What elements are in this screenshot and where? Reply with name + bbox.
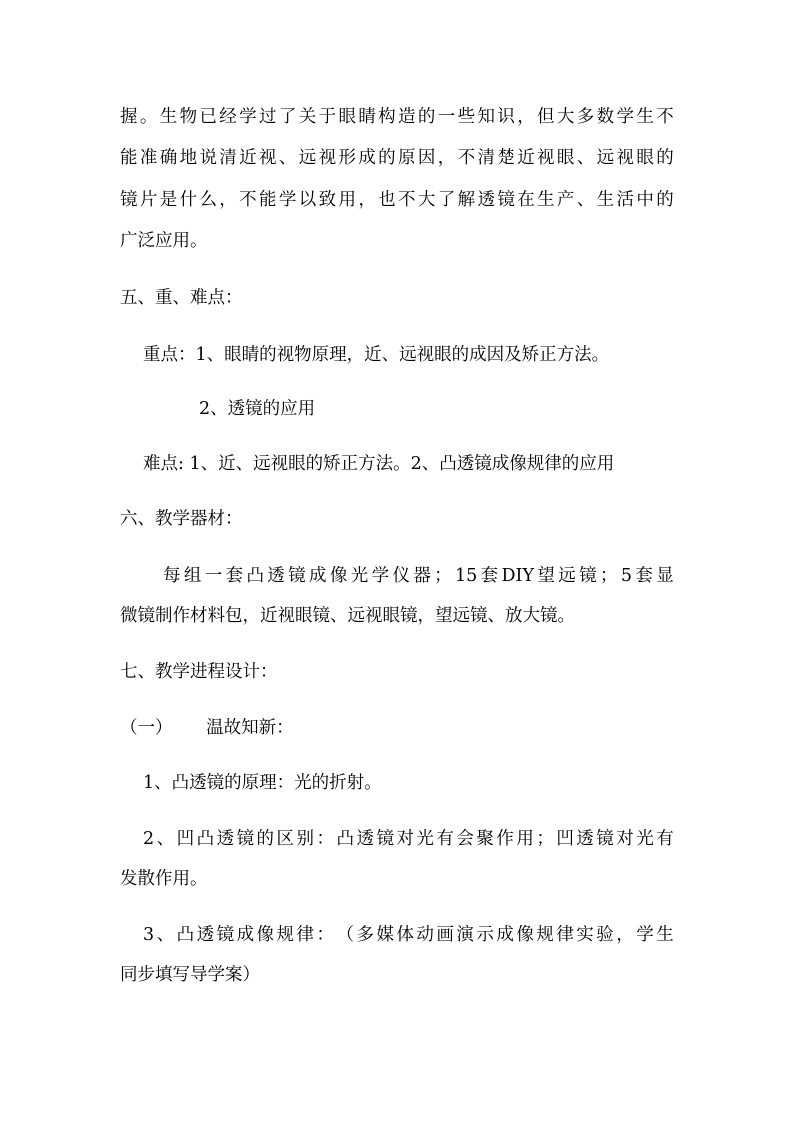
text-glyph: 透 (267, 566, 285, 586)
text-glyph: 生 (596, 190, 615, 210)
text-glyph: 镜 (579, 566, 597, 586)
text-glyph: 的 (256, 829, 275, 849)
text-glyph: 中 (636, 190, 654, 210)
text-glyph: 原 (398, 148, 416, 168)
text-glyph: 什 (179, 190, 198, 210)
text-glyph: ， (358, 190, 376, 210)
text-glyph: 学 (371, 566, 390, 586)
text-glyph: 15 (455, 566, 478, 586)
text-glyph: 规 (276, 925, 295, 945)
review-item-3-line-2: 同步填写导学案） (120, 965, 260, 985)
text-glyph: 成 (309, 566, 327, 586)
text-glyph: 凸 (196, 829, 215, 849)
materials-line-2: 微镜制作材料包，近视眼镜、远视眼镜，望远镜、放大镜。 (120, 606, 575, 626)
text-glyph: 已 (199, 107, 217, 127)
text-glyph: 镜 (236, 829, 255, 849)
text-glyph: 大 (417, 190, 436, 210)
subheading-review (120, 717, 294, 739)
text-glyph: 体 (396, 925, 414, 945)
text-glyph: 产 (556, 190, 575, 210)
text-glyph: 器 (413, 566, 431, 586)
text-glyph: 片 (139, 190, 158, 210)
intro-line-2 (120, 147, 674, 169)
text-glyph: 演 (456, 925, 474, 945)
text-glyph: 以 (298, 190, 317, 210)
text-glyph: 知 (477, 107, 495, 127)
text-glyph: 对 (616, 829, 634, 849)
text-glyph: ； (536, 829, 554, 849)
text-glyph: 了 (278, 107, 297, 127)
text-glyph: 的 (378, 148, 396, 168)
text-glyph: 不 (656, 107, 674, 127)
text-glyph: 镜 (288, 566, 306, 586)
text-glyph: 实 (576, 925, 594, 945)
section-heading-materials: 六、教学器材： (120, 509, 243, 529)
text-glyph: 会 (456, 829, 474, 849)
text-glyph: 的 (656, 148, 674, 168)
text-glyph: 学 (278, 190, 297, 210)
text-glyph: 凸 (176, 925, 195, 945)
text-glyph: 不 (239, 190, 257, 210)
text-glyph: 3 (143, 925, 155, 945)
section-heading-key-points: 五、重、难点： (120, 288, 243, 308)
text-glyph: 望 (537, 566, 555, 586)
text-glyph: 过 (259, 107, 277, 127)
text-glyph: 光 (416, 829, 434, 849)
text-glyph: 大 (556, 107, 575, 127)
text-glyph: 学 (616, 107, 634, 127)
text-glyph: 在 (517, 190, 535, 210)
text-glyph: 像 (329, 566, 348, 586)
text-glyph: 别 (296, 829, 315, 849)
text-glyph: DIY (501, 566, 535, 586)
text-glyph: 活 (616, 190, 634, 210)
text-glyph: 些 (457, 107, 476, 127)
text-glyph: 关 (298, 107, 317, 127)
text-glyph: 透 (477, 190, 495, 210)
text-glyph: 镜 (120, 190, 138, 210)
text-glyph: 有 (436, 829, 454, 849)
text-glyph: 于 (318, 107, 337, 127)
text-glyph: 解 (457, 190, 476, 210)
text-glyph: 近 (239, 148, 257, 168)
text-glyph: 经 (219, 107, 237, 127)
text-glyph: 成 (358, 148, 376, 168)
text-glyph: 镜 (376, 829, 394, 849)
text-glyph: 致 (318, 190, 337, 210)
text-glyph: 近 (517, 148, 535, 168)
key-point-2: 2、透镜的应用 (199, 399, 316, 419)
text-glyph: 视 (259, 148, 277, 168)
text-glyph: 生 (537, 190, 555, 210)
text-glyph: 清 (477, 148, 495, 168)
text-glyph: 透 (356, 829, 374, 849)
text-glyph: 聚 (476, 829, 494, 849)
text-glyph: 眼 (338, 107, 356, 127)
text-glyph: 一 (437, 107, 456, 127)
text-glyph: 律 (296, 925, 315, 945)
text-glyph: 光 (350, 566, 369, 586)
text-glyph: 用 (338, 190, 356, 210)
text-glyph: 凹 (176, 829, 195, 849)
text-glyph: 也 (378, 190, 396, 210)
text-glyph: 5 (620, 566, 632, 586)
intro-line-4: 广泛应用。 (120, 231, 208, 251)
text-glyph: 对 (396, 829, 414, 849)
text-glyph: 但 (537, 107, 555, 127)
intro-line-3 (120, 189, 674, 211)
text-glyph: ， (517, 107, 535, 127)
text-glyph: 透 (216, 829, 235, 849)
text-glyph: 。 (139, 107, 158, 127)
text-glyph: 清 (219, 148, 237, 168)
key-point-1: 重点：1、眼睛的视物原理，近、远视眼的成因及矫正方法。 (143, 345, 610, 365)
text-glyph: 成 (236, 925, 255, 945)
text-glyph: 说 (199, 148, 217, 168)
text-glyph: 不 (398, 190, 416, 210)
text-glyph: 仪 (392, 566, 410, 586)
text-glyph: ； (599, 566, 618, 586)
text-glyph: 生 (159, 107, 178, 127)
text-glyph: 地 (179, 148, 198, 168)
text-glyph: 能 (120, 148, 138, 168)
text-glyph: 形 (338, 148, 356, 168)
text-glyph: 2 (143, 829, 155, 849)
text-glyph: ， (437, 148, 456, 168)
text-glyph: 远 (298, 148, 317, 168)
text-glyph: 么 (199, 190, 217, 210)
text-glyph: 成 (496, 925, 514, 945)
section-heading-process: 七、教学进程设计： (120, 662, 278, 682)
text-glyph: 、 (156, 925, 175, 945)
text-glyph: 视 (318, 148, 337, 168)
text-glyph: 显 (656, 566, 674, 586)
text-glyph: 像 (516, 925, 534, 945)
text-glyph: 、 (576, 148, 595, 168)
text-glyph: 楚 (497, 148, 515, 168)
text-glyph: 学 (239, 107, 257, 127)
text-glyph: 、 (576, 190, 595, 210)
text-glyph: ， (219, 190, 237, 210)
text-glyph: 数 (596, 107, 615, 127)
text-glyph: 画 (436, 925, 454, 945)
text-glyph: 造 (398, 107, 416, 127)
text-glyph: 镜 (497, 190, 515, 210)
text-glyph: 的 (656, 190, 674, 210)
text-glyph: 学 (636, 925, 654, 945)
text-glyph: 多 (356, 925, 374, 945)
text-glyph: 用 (516, 829, 534, 849)
text-glyph: 像 (256, 925, 275, 945)
text-glyph: 媒 (376, 925, 394, 945)
text-glyph: 的 (417, 107, 436, 127)
text-glyph: 镜 (216, 925, 235, 945)
text-glyph: 生 (636, 107, 654, 127)
text-glyph: 组 (183, 566, 202, 586)
text-glyph: 准 (139, 148, 158, 168)
text-glyph: 凸 (336, 829, 354, 849)
text-glyph: 光 (636, 829, 654, 849)
text-glyph: 动 (416, 925, 434, 945)
text-glyph: 套 (635, 566, 653, 586)
text-glyph: 物 (179, 107, 198, 127)
text-glyph: 能 (259, 190, 277, 210)
text-glyph: 示 (476, 925, 494, 945)
text-glyph: 不 (457, 148, 476, 168)
text-glyph: 作 (496, 829, 514, 849)
text-glyph: 握 (120, 107, 138, 127)
text-glyph: 验 (596, 925, 614, 945)
text-glyph: 区 (276, 829, 295, 849)
subheading-text: 温故知新： (206, 718, 294, 738)
text-glyph: 确 (159, 148, 178, 168)
text-glyph: 每 (163, 566, 181, 586)
text-glyph: 远 (596, 148, 615, 168)
text-glyph: 因 (417, 148, 436, 168)
text-glyph: （ (336, 925, 354, 945)
text-glyph: 凸 (246, 566, 264, 586)
text-glyph: 规 (536, 925, 554, 945)
text-glyph: 眼 (556, 148, 575, 168)
text-glyph: 识 (497, 107, 515, 127)
text-glyph: 有 (656, 829, 674, 849)
text-glyph: ： (316, 925, 334, 945)
subheading-number: （一） (120, 718, 173, 738)
text-glyph: 构 (378, 107, 396, 127)
text-glyph: 套 (480, 566, 499, 586)
review-item-2-line-1 (143, 828, 674, 850)
text-glyph: 一 (204, 566, 223, 586)
text-glyph: 律 (556, 925, 574, 945)
text-glyph: 透 (196, 925, 215, 945)
text-glyph: ； (434, 566, 452, 586)
text-glyph: 视 (616, 148, 634, 168)
difficult-point: 难点: 1、近、远视眼的矫正方法。2、凸透镜成像规律的应用 (143, 454, 615, 474)
text-glyph: 远 (558, 566, 576, 586)
review-item-3-line-1 (143, 924, 674, 946)
text-glyph: 了 (437, 190, 456, 210)
text-glyph: 凹 (556, 829, 574, 849)
text-glyph: 眼 (636, 148, 654, 168)
materials-line-1 (163, 565, 674, 587)
text-glyph: 、 (278, 148, 297, 168)
text-glyph: 生 (656, 925, 674, 945)
text-glyph: ： (316, 829, 334, 849)
text-glyph: 视 (537, 148, 555, 168)
text-glyph: 镜 (596, 829, 614, 849)
text-glyph: 睛 (358, 107, 376, 127)
text-glyph: 、 (156, 829, 175, 849)
review-item-2-line-2: 发散作用。 (120, 869, 208, 889)
text-glyph: ， (616, 925, 634, 945)
intro-line-1 (120, 106, 674, 128)
review-item-1: 1、凸透镜的原理：光的折射。 (143, 773, 382, 793)
text-glyph: 是 (159, 190, 178, 210)
text-glyph: 透 (576, 829, 594, 849)
text-glyph: 套 (225, 566, 244, 586)
text-glyph: 多 (576, 107, 595, 127)
